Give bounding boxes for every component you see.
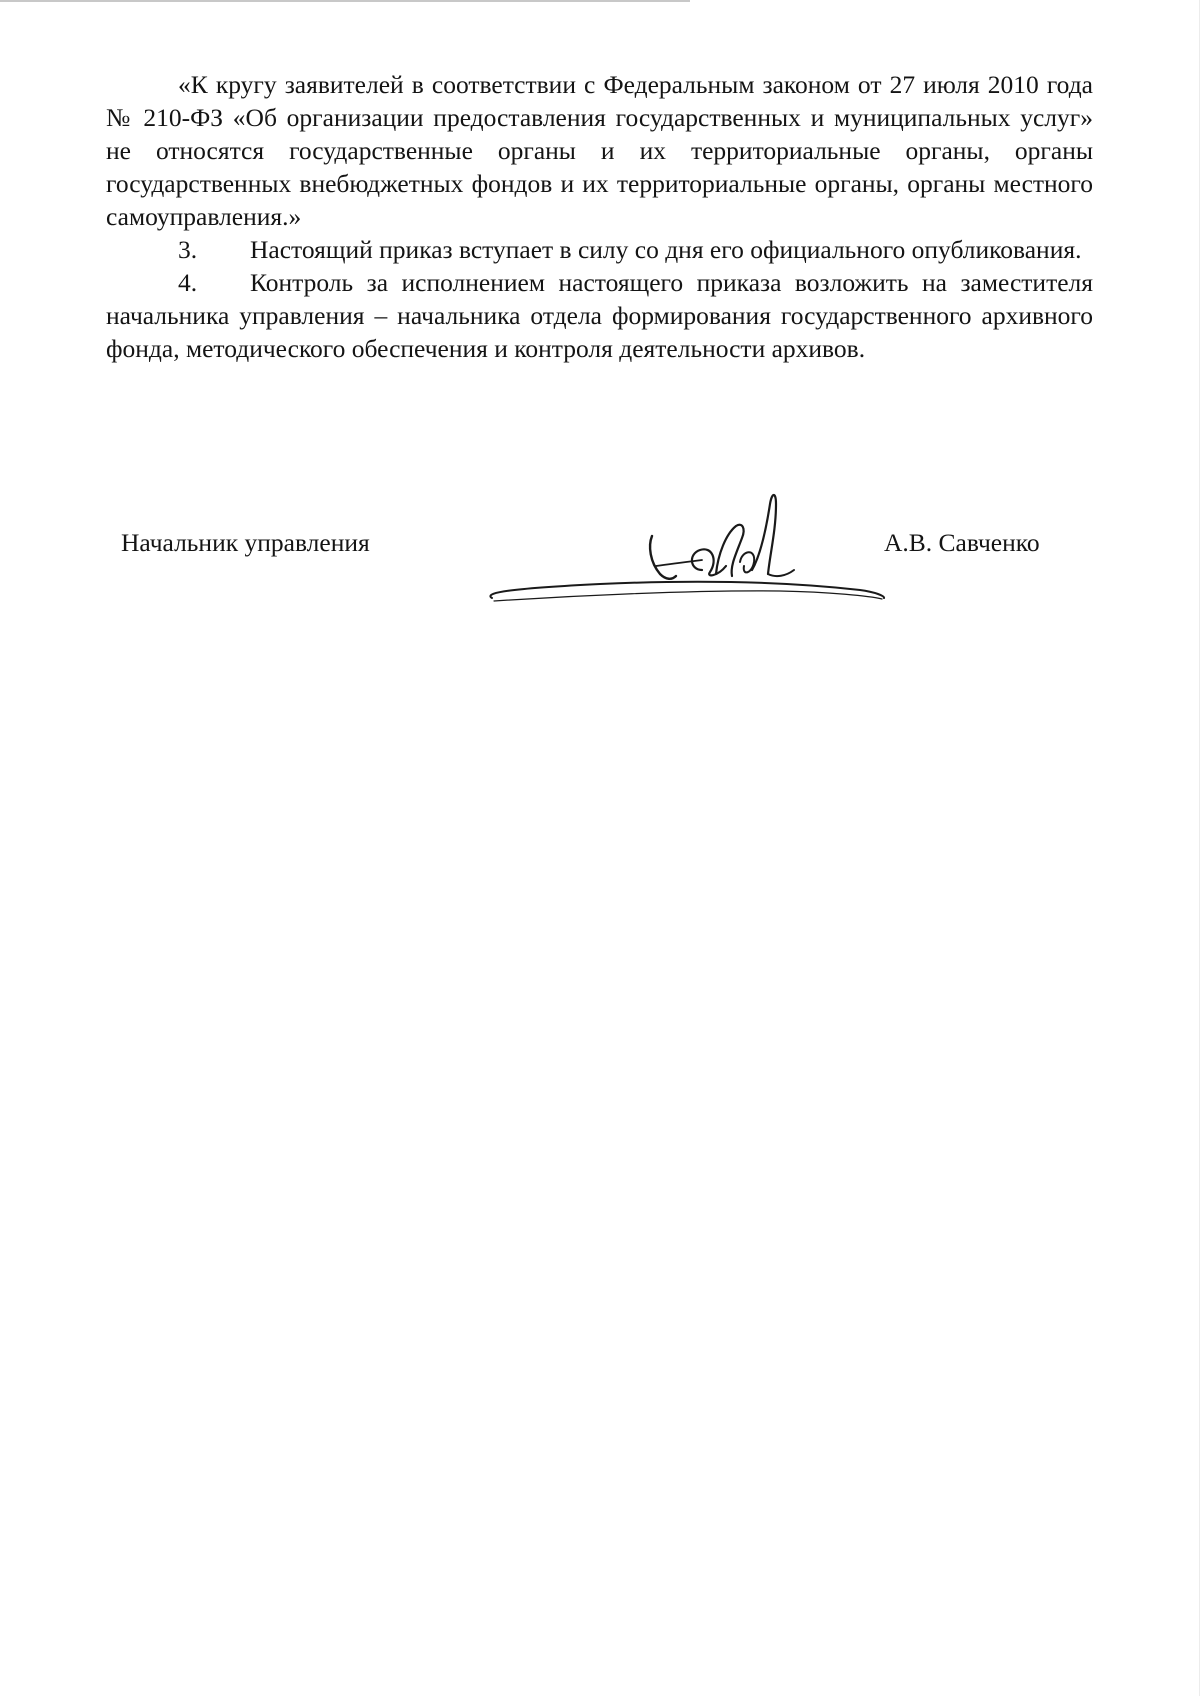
paragraph-item-3 xyxy=(106,233,1093,266)
scan-edge-top xyxy=(0,0,690,2)
signatory-position: Начальник управления xyxy=(121,528,370,557)
paragraph-text: «К кругу заявителей в соответствии с Федеральным законом от 27 июля 2010 года № 210-ФЗ «Об организации предоставления государственных и муниципальных услуг» не относятся государственные органы и их территориальные органы, органы государственных внебюджетных фондов и их территориальные органы, органы местного самоуправления.» xyxy=(106,70,1093,231)
paragraph-text: Контроль за исполнением настоящего приказа возложить на заместителя начальника управления – начальника отдела формирования государственного архивного фонда, методического обеспечения и контроля деятельности архивов. xyxy=(106,268,1093,363)
paragraph-number: 3. xyxy=(178,235,198,264)
handwritten-signature-icon xyxy=(480,470,920,610)
document-body xyxy=(106,68,1093,365)
paragraph-item-4 xyxy=(106,266,1093,365)
signatory-name: А.В. Савченко xyxy=(884,528,1040,557)
signature-block xyxy=(0,470,1200,610)
paragraph-number: 4. xyxy=(178,268,198,297)
paragraph-text: Настоящий приказ вступает в силу со дня его официального опубликования. xyxy=(250,235,1082,264)
paragraph-amendment-text xyxy=(106,68,1093,233)
